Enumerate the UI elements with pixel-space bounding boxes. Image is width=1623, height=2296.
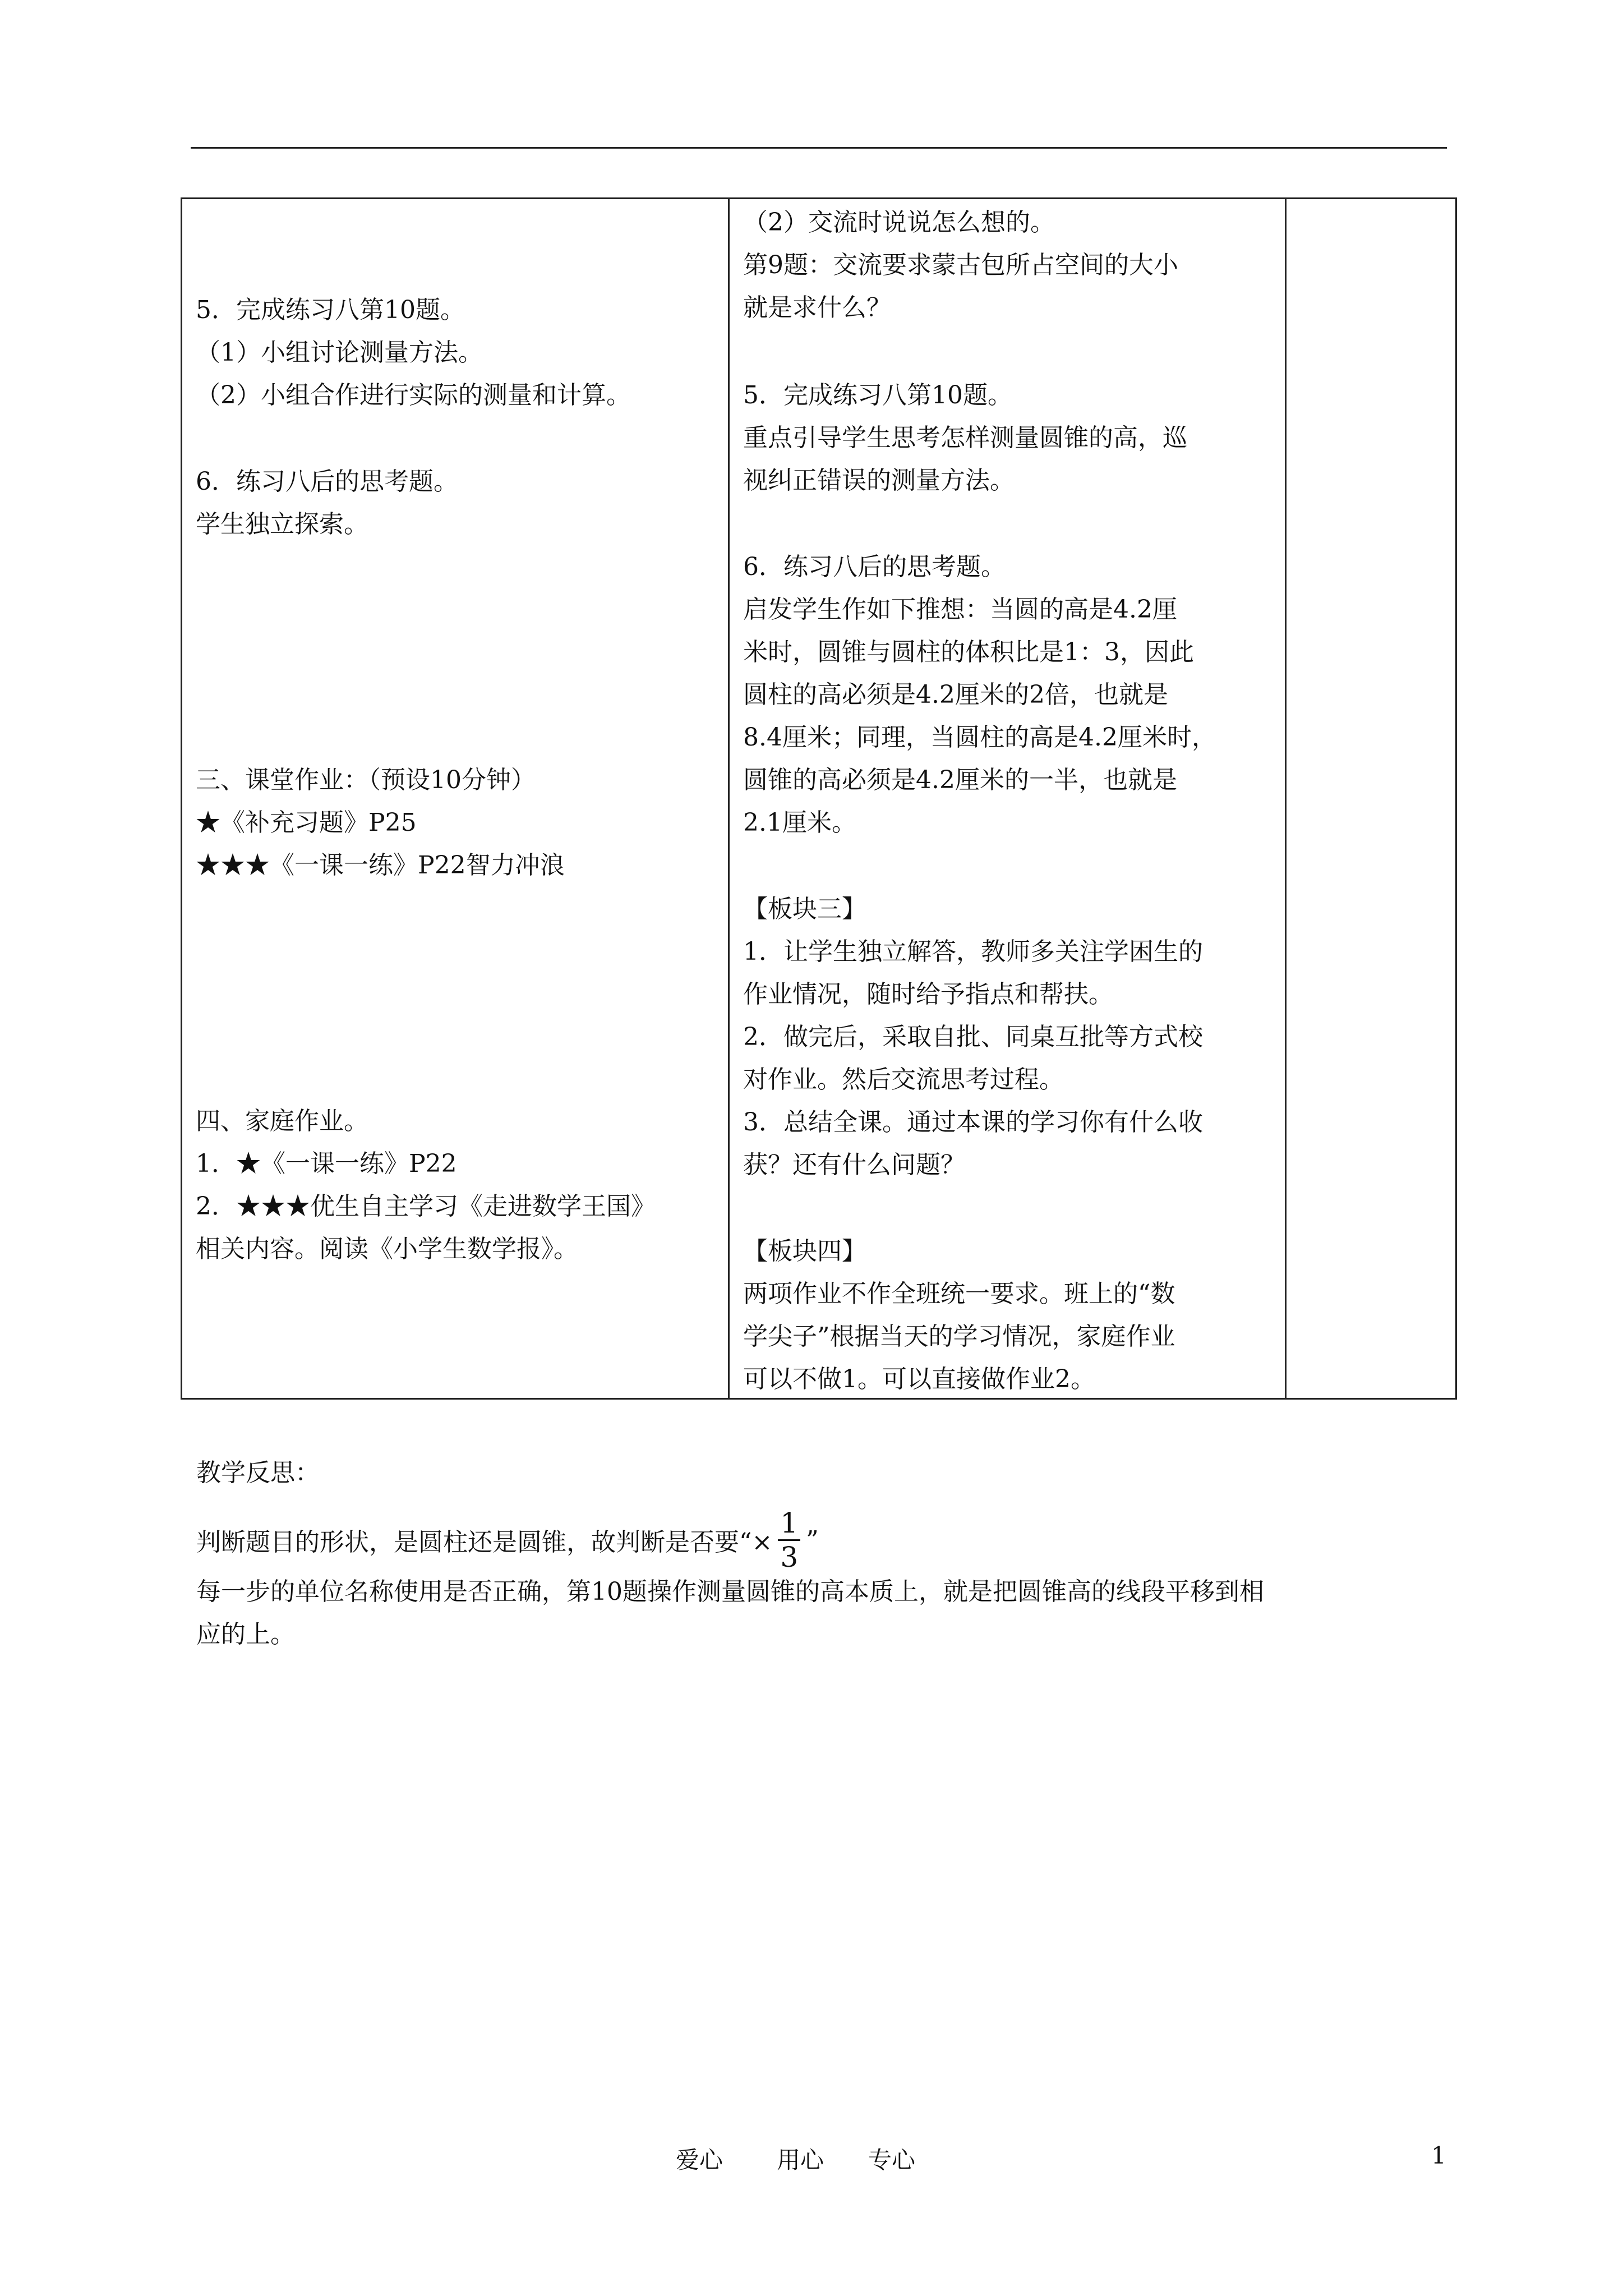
teacher-guidance-line: 【板块四】 (743, 1237, 866, 1266)
column-divider-1 (728, 199, 730, 1398)
header-rule (191, 147, 1447, 149)
reflection-line-3: 应的上。 (196, 1620, 295, 1649)
teacher-guidance-line: （2）交流时说说怎么想的。 (743, 208, 1055, 237)
teacher-guidance-line: 启发学生作如下推想：当圆的高是4.2厘 (743, 595, 1177, 624)
page-number: 1 (1431, 2142, 1446, 2169)
student-activity-line: ★《补充习题》P25 (196, 808, 417, 837)
student-activity-line: 三、课堂作业：（预设10分钟） (196, 766, 536, 794)
teacher-guidance-line: 6．练习八后的思考题。 (743, 553, 1006, 581)
student-activity-line: 2．★★★优生自主学习《走进数学王国》 (196, 1192, 656, 1221)
reflection-title: 教学反思： (196, 1458, 320, 1487)
teacher-guidance-line: 获？还有什么问题？ (743, 1151, 965, 1179)
reflection-line-2: 每一步的单位名称使用是否正确，第10题操作测量圆锥的高本质上，就是把圆锥高的线段平移到相 (196, 1577, 1264, 1606)
student-activity-line: 相关内容。阅读《小学生数学报》。 (196, 1235, 578, 1263)
teacher-guidance-line: 圆锥的高必须是4.2厘米的一半，也就是 (743, 766, 1177, 794)
reflection-line-1-text: 判断题目的形状，是圆柱还是圆锥，故判断是否要“× (196, 1528, 773, 1557)
reflection-line-1-suffix: ” (806, 1525, 819, 1554)
fraction-one-third (778, 1507, 800, 1573)
footer-motto-2: 用心 (777, 2146, 824, 2174)
student-activity-line: 5．完成练习八第10题。 (196, 296, 465, 324)
teacher-guidance-line: 重点引导学生思考怎样测量圆锥的高，巡 (743, 424, 1187, 452)
student-activity-line: 学生独立探索。 (196, 510, 368, 539)
student-activity-line: 6．练习八后的思考题。 (196, 467, 458, 496)
teacher-guidance-line: 8.4厘米；同理，当圆柱的高是4.2厘米时， (743, 723, 1216, 752)
teacher-guidance-line: 2.1厘米。 (743, 808, 856, 837)
teacher-guidance-line: 学尖子”根据当天的学习情况，家庭作业 (743, 1322, 1175, 1351)
student-activity-line: ★★★《一课一练》P22智力冲浪 (196, 851, 565, 880)
fraction-numerator: 1 (778, 1507, 800, 1541)
teacher-guidance-line: 第9题：交流要求蒙古包所占空间的大小 (743, 251, 1178, 279)
teacher-guidance-line: 就是求什么？ (743, 293, 891, 322)
teacher-guidance-line: 可以不做1。可以直接做作业2。 (743, 1365, 1095, 1393)
teacher-guidance-line: 5．完成练习八第10题。 (743, 381, 1012, 409)
student-activity-line: 四、家庭作业。 (196, 1107, 368, 1135)
teacher-guidance-line: 3．总结全课。通过本课的学习你有什么收 (743, 1108, 1203, 1137)
student-activity-line: 1．★《一课一练》P22 (196, 1149, 457, 1178)
teacher-guidance-line: 【板块三】 (743, 895, 866, 923)
footer-motto-1: 爱心 (676, 2146, 723, 2174)
lesson-table (181, 197, 1457, 1400)
teacher-guidance-line: 两项作业不作全班统一要求。班上的“数 (743, 1280, 1175, 1308)
teacher-guidance-line: 圆柱的高必须是4.2厘米的2倍，也就是 (743, 680, 1168, 709)
teacher-guidance-line: 作业情况，随时给予指点和帮扶。 (743, 980, 1113, 1009)
teacher-guidance-line: 对作业。然后交流思考过程。 (743, 1065, 1064, 1094)
fraction-denominator: 3 (780, 1540, 799, 1573)
teacher-guidance-line: 米时，圆锥与圆柱的体积比是1：3，因此 (743, 638, 1194, 666)
student-activity-line: （2）小组合作进行实际的测量和计算。 (196, 381, 631, 409)
student-activity-line: （1）小组讨论测量方法。 (196, 338, 483, 367)
column-divider-2 (1285, 199, 1287, 1398)
footer-motto-3: 专心 (868, 2146, 916, 2174)
teacher-guidance-line: 2．做完后，采取自批、同桌互批等方式校 (743, 1023, 1203, 1051)
teacher-guidance-line: 1．让学生独立解答，教师多关注学困生的 (743, 937, 1203, 966)
teacher-guidance-line: 视纠正错误的测量方法。 (743, 466, 1015, 495)
